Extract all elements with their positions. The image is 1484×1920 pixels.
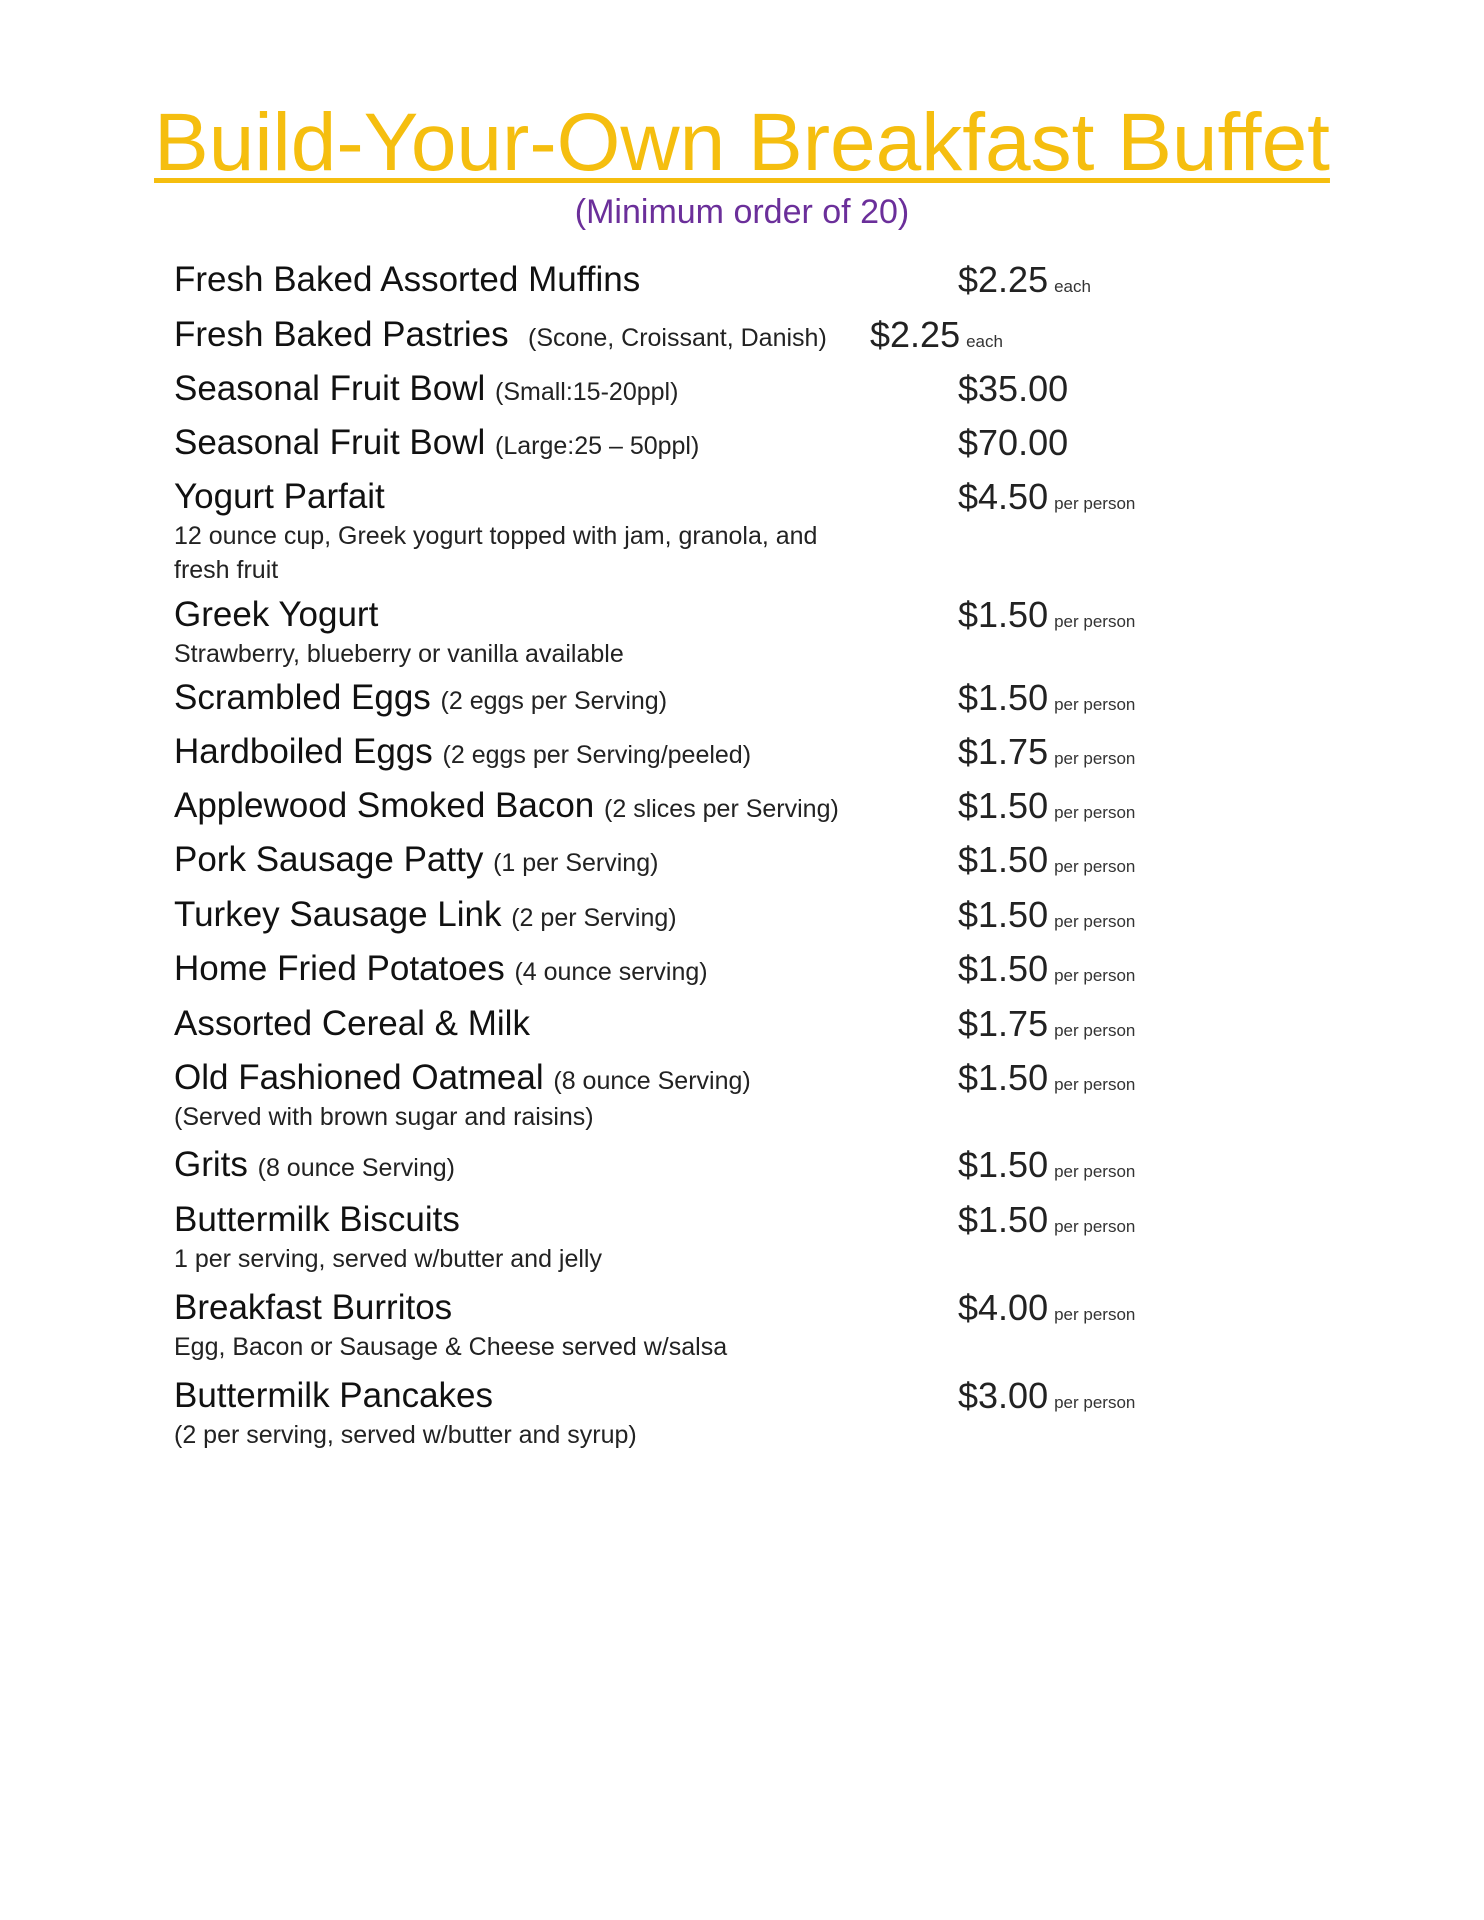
menu-item-price-unit: each (1054, 277, 1091, 296)
menu-item-price-group (958, 593, 1135, 645)
menu-item-name (174, 1198, 460, 1242)
menu-item-price: $1.50 (958, 1057, 1049, 1098)
menu-item-title: Fresh Baked Pastries (174, 315, 509, 354)
menu-item (0, 258, 1484, 302)
menu-item-price-group (958, 1056, 1135, 1108)
menu-item-name (174, 475, 385, 519)
menu-item-title: Pork Sausage Patty (174, 840, 484, 879)
menu-item-title: Greek Yogurt (174, 595, 379, 634)
menu-item-price: $1.50 (958, 839, 1049, 880)
menu-item-price-group (958, 1143, 1135, 1195)
menu-item-title: Seasonal Fruit Bowl (174, 423, 486, 462)
menu-item-title: Fresh Baked Assorted Muffins (174, 260, 641, 299)
menu-item-note: (2 per Serving) (511, 904, 677, 932)
menu-item-name (174, 838, 658, 885)
menu-item (0, 1286, 1484, 1361)
menu-item-price: $1.50 (958, 594, 1049, 635)
menu-item-price-unit: per person (1054, 1162, 1136, 1181)
menu-item-price-group (958, 475, 1135, 527)
menu-item-price-group (958, 730, 1135, 782)
menu-item-title: Turkey Sausage Link (174, 895, 502, 934)
menu-item-price-group (958, 784, 1135, 836)
menu-item-title: Hardboiled Eggs (174, 732, 433, 771)
menu-item-price-unit: per person (1054, 695, 1136, 714)
menu-item-title: Buttermilk Pancakes (174, 1376, 494, 1415)
menu-item-price-group (958, 1198, 1135, 1250)
menu-item-name (174, 893, 677, 940)
menu-item (0, 1374, 1484, 1449)
menu-item-name (174, 421, 699, 468)
menu-item-price-unit: each (966, 332, 1003, 351)
menu-item-name (174, 1056, 751, 1103)
menu-item-price: $4.00 (958, 1287, 1049, 1328)
menu-item-note: (Small:15-20ppl) (495, 378, 679, 406)
menu-item-note: (2 eggs per Serving/peeled) (442, 741, 752, 769)
menu-item-title: Assorted Cereal & Milk (174, 1004, 530, 1043)
page-title-text: Build-Your-Own Breakfast Buffet (154, 97, 1330, 188)
menu-item-title: Home Fried Potatoes (174, 949, 505, 988)
menu-item-price-group (958, 947, 1135, 999)
menu-item-name (174, 1286, 452, 1330)
menu-item-price-unit: per person (1054, 494, 1136, 513)
menu-item-name (174, 593, 378, 637)
menu-item-name (174, 784, 839, 831)
menu-item-price-group (870, 313, 1003, 365)
menu-item-price-group (958, 258, 1091, 310)
menu-item-note: (2 eggs per Serving) (440, 687, 668, 715)
menu-item-description: 12 ounce cup, Greek yogurt topped with jam, granola, and fresh fruit (174, 522, 818, 584)
menu-item-price-group (958, 838, 1135, 890)
menu-item-price-group (958, 421, 1068, 473)
menu-item-name (174, 1002, 530, 1046)
menu-item (0, 1198, 1484, 1273)
menu-item-price-group (958, 1286, 1135, 1338)
menu-item (0, 1056, 1484, 1131)
menu-item-name (174, 676, 667, 723)
menu-item-price: $1.50 (958, 894, 1049, 935)
menu-item-note: (4 ounce serving) (514, 958, 708, 986)
menu-item-note: (8 ounce Serving) (257, 1154, 455, 1182)
menu-item (0, 947, 1484, 991)
menu-item-price-group (958, 893, 1135, 945)
menu-item-price: $2.25 (958, 259, 1049, 300)
menu-item-description: Egg, Bacon or Sausage & Cheese served w/salsa (174, 1333, 728, 1361)
menu-item-description: 1 per serving, served w/butter and jelly (174, 1245, 602, 1273)
page-subtitle: (Minimum order of 20) (574, 193, 910, 231)
menu-item (0, 475, 1484, 584)
menu-item (0, 676, 1484, 720)
menu-item-price: $1.75 (958, 1003, 1049, 1044)
menu-item-price: $4.50 (958, 476, 1049, 517)
menu-item-price: $1.50 (958, 677, 1049, 718)
menu-item (0, 730, 1484, 774)
menu-item-price-unit: per person (1054, 749, 1136, 768)
menu-item-price-unit: per person (1054, 1021, 1136, 1040)
menu-item-price: $1.75 (958, 731, 1049, 772)
menu-item-note: (Scone, Croissant, Danish) (528, 324, 827, 352)
menu-item-title: Breakfast Burritos (174, 1288, 453, 1327)
menu-item-price-group (958, 1374, 1135, 1426)
menu-item (0, 593, 1484, 668)
menu-item-name (174, 1374, 493, 1418)
menu-item-name (174, 1143, 455, 1190)
menu-item (0, 1002, 1484, 1046)
menu-item-description: (2 per serving, served w/butter and syrup) (174, 1421, 637, 1449)
menu-item-name (174, 313, 827, 360)
menu-item-price: $1.50 (958, 1144, 1049, 1185)
menu-item-price: $1.50 (958, 785, 1049, 826)
menu-item-price-group (958, 1002, 1135, 1054)
menu-item-name (174, 947, 708, 994)
menu-item-price-group (958, 367, 1068, 419)
menu-item-name (174, 367, 678, 414)
menu-item-price-unit: per person (1054, 1305, 1136, 1324)
menu-item-title: Buttermilk Biscuits (174, 1200, 460, 1239)
menu-item (0, 893, 1484, 937)
menu-item-price-unit: per person (1054, 966, 1136, 985)
menu-item (0, 367, 1484, 411)
menu-item-note: (2 slices per Serving) (604, 795, 839, 823)
menu-item (0, 784, 1484, 828)
menu-item-price-unit: per person (1054, 612, 1136, 631)
menu-item-title: Scrambled Eggs (174, 678, 431, 717)
menu-item-title: Old Fashioned Oatmeal (174, 1058, 544, 1097)
menu-item-price: $35.00 (958, 368, 1069, 409)
menu-item-price-unit: per person (1054, 857, 1136, 876)
menu-item-price-group (958, 676, 1135, 728)
menu-item-price-unit: per person (1054, 912, 1136, 931)
menu-item-price: $1.50 (958, 948, 1049, 989)
menu-item (0, 313, 1484, 357)
menu-item-title: Applewood Smoked Bacon (174, 786, 595, 825)
menu-item-price-unit: per person (1054, 1393, 1136, 1412)
menu-item-price-unit: per person (1054, 1075, 1136, 1094)
menu-item (0, 838, 1484, 882)
menu-item-price-unit: per person (1054, 803, 1136, 822)
menu-item (0, 1143, 1484, 1187)
menu-item-price: $70.00 (958, 422, 1069, 463)
page-title (0, 98, 1484, 188)
menu-item-note: (8 ounce Serving) (553, 1067, 751, 1095)
menu-item-title: Grits (174, 1145, 248, 1184)
menu-item-price-unit: per person (1054, 1217, 1136, 1236)
menu-item-name (174, 730, 751, 777)
menu-item-title: Seasonal Fruit Bowl (174, 369, 486, 408)
menu-item-note: (1 per Serving) (493, 849, 659, 877)
menu-item-name (174, 258, 640, 302)
menu-item (0, 421, 1484, 465)
menu-item-description: (Served with brown sugar and raisins) (174, 1103, 594, 1131)
menu-item-price: $1.50 (958, 1199, 1049, 1240)
menu-item-description: Strawberry, blueberry or vanilla available (174, 640, 624, 668)
menu-item-title: Yogurt Parfait (174, 477, 385, 516)
menu-item-price: $2.25 (870, 314, 961, 355)
menu-item-price: $3.00 (958, 1375, 1049, 1416)
menu-item-note: (Large:25 – 50ppl) (495, 432, 700, 460)
